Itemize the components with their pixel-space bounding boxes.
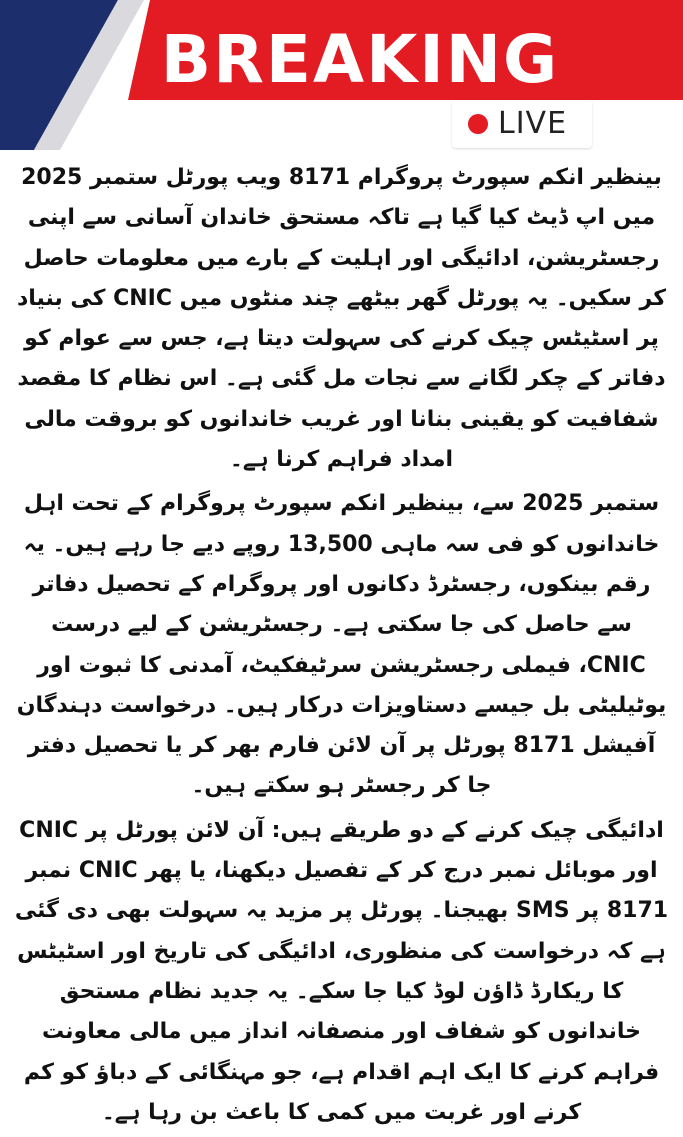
- live-badge: [452, 100, 592, 148]
- article-paragraph-2: ستمبر 2025 سے، بینظیر انکم سپورٹ پروگرام کے تحت اہل خاندانوں کو فی سہ ماہی 13,500 روپے دیے جا رہے ہیں۔ یہ رقم بینکوں، رجسٹرڈ دکانوں اور پروگرام کے تحصیل دفاتر سے حاصل کی جا سکتی ہے۔ رجسٹریشن کے لیے درست CNIC، فیملی رجسٹریشن سرٹیفکیٹ، آمدنی کا ثبوت اور یوٹیلیٹی بل جیسے دستاویزات درکار ہیں۔ درخواست دہندگان آفیشل 8171 پورٹل پر آن لائن فارم بھر کر یا تحصیل دفتر جا کر رجسٹر ہو سکتے ہیں۔: [16, 491, 667, 799]
- article-body: [14, 158, 669, 1137]
- live-label: LIVE: [498, 106, 568, 141]
- article-paragraph-3: ادائیگی چیک کرنے کے دو طریقے ہیں: آن لائن پورٹل پر CNIC اور موبائل نمبر درج کر کے تفصیل دیکھنا، یا پھر CNIC نمبر 8171 پر SMS بھیجنا۔ پورٹل پر مزید یہ سہولت بھی دی گئی ہے کہ درخواست کی منظوری، ادائیگی کی تاریخ اور اسٹیٹس کا ریکارڈ ڈاؤن لوڈ کیا جا سکے۔ یہ جدید نظام مستحق خاندانوں کو شفاف اور منصفانہ انداز میں مالی معاونت فراہم کرنے کا ایک اہم اقدام ہے، جو مہنگائی کے دباؤ کو کم کرنے اور غربت میں کمی کا باعث بن رہا ہے۔: [14, 817, 669, 1125]
- breaking-title: BREAKING: [160, 21, 560, 98]
- live-dot-icon: [468, 114, 488, 134]
- article-paragraph-1: بینظیر انکم سپورٹ پروگرام 8171 ویب پورٹل ستمبر 2025 میں اپ ڈیٹ کیا گیا ہے تاکہ مستحق خاندان آسانی سے اپنی رجسٹریشن، ادائیگی اور اہلیت کے بارے میں معلومات حاصل کر سکیں۔ یہ پورٹل گھر بیٹھے چند منٹوں میں CNIC کی بنیاد پر اسٹیٹس چیک کرنے کی سہولت دیتا ہے، جس سے عوام کو دفاتر کے چکر لگانے سے نجات مل گئی ہے۔ اس نظام کا مقصد شفافیت کو یقینی بنانا اور غریب خاندانوں کو بروقت مالی امداد فراہم کرنا ہے۔: [16, 165, 667, 473]
- breaking-live-banner: [0, 0, 683, 150]
